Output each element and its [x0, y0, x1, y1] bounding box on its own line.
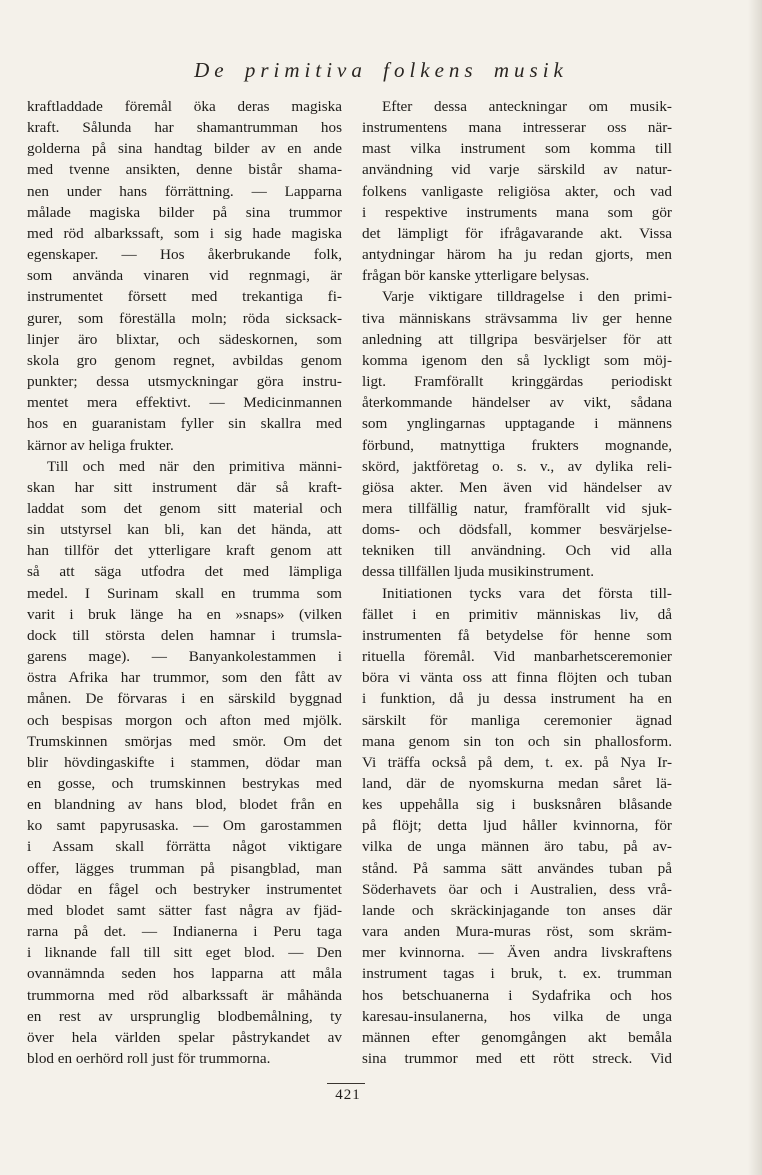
- text-line: mast vilka instrument som komma till: [362, 140, 672, 158]
- text-line: med tvenne ansikten, denne bistår shama-: [27, 161, 342, 179]
- text-line: Trumskinnen smörjas med smör. Om det: [27, 732, 342, 750]
- text-line: kärnor av heliga frukter.: [27, 436, 174, 454]
- page-number: 421: [335, 1087, 361, 1103]
- text-line: instrumentens mana intresserar oss när-: [362, 119, 672, 137]
- text-line: kraft. Sålunda har shamantrumman hos: [27, 119, 342, 137]
- text-line: rituella föremål. Vid manbarhetsceremonier: [362, 648, 672, 666]
- text-line: det lämpligt för ifrågavarande akt. Vissa: [362, 224, 672, 242]
- text-line: hos betschuanerna i Sydafrika och hos: [362, 986, 672, 1004]
- text-line: skola gro genom regnet, avbildas genom: [27, 351, 342, 369]
- text-line: mera tillfällig natur, framförallt vid sjuk-: [362, 499, 672, 517]
- text-line: garens mage). — Banyankolestammen i: [27, 648, 342, 666]
- text-line: laddat som det genom sitt material och: [27, 499, 342, 517]
- text-line: hos en guaranistam fyller sin skallra med: [27, 415, 342, 433]
- text-line: vara anden Mura-muras röst, som skräm-: [362, 923, 672, 941]
- page-number-rule: [327, 1083, 365, 1084]
- text-line: i liknande fall till sitt eget blod. — Den: [27, 944, 342, 962]
- text-line: instrument tagas i bruk, t. ex. trumman: [362, 965, 672, 983]
- text-line: Efter dessa anteckningar om musik-: [382, 98, 672, 115]
- text-line: i respektive instruments mana som gör: [362, 203, 672, 221]
- text-line: så att säga utfodra det med lämpliga: [27, 563, 342, 581]
- text-line: fället i en primitiv människas liv, då: [362, 605, 672, 623]
- text-line: Till och med när den primitiva männi-: [47, 457, 342, 475]
- text-line: karesau-insulanerna, hos vilka de unga: [362, 1007, 672, 1025]
- text-line: medel. I Surinam skall en trumma som: [27, 584, 342, 602]
- text-line: som använda vinaren vid regnmagi, är: [27, 267, 342, 285]
- text-line: mentet mera effektivt. — Medicinmannen: [27, 394, 342, 412]
- text-line: kes uppehålla sig i busksnåren blåsande: [362, 796, 672, 814]
- text-line: ko samt papyrusaska. — Om garostammen: [27, 817, 342, 835]
- text-line: gurer, som föreställa moln; röda sicksack-: [27, 309, 342, 327]
- text-line: offer, lägges trumman på pisangblad, man: [27, 859, 342, 877]
- text-line: återkommande händelser av vikt, sådana: [362, 394, 672, 412]
- text-line: rarna på det. — Indianerna i Peru taga: [27, 923, 342, 941]
- text-line: linjer äro blixtar, och sädeskornen, som: [27, 330, 342, 348]
- text-line: frågan bör kanske ytterligare belysas.: [362, 267, 590, 285]
- text-line: som ynglingarnas upptagande i männens: [362, 415, 672, 433]
- text-line: skörd, jaktföretag o. s. v., av dylika reli-: [362, 457, 672, 475]
- text-line: komma igenom den så lyckligt som möj-: [362, 351, 672, 369]
- text-line: stånd. På samma sätt användes tuban på: [362, 859, 672, 877]
- text-line: varit i bruk länge ha en »snaps» (vilken: [27, 605, 342, 623]
- text-line: blir hövdingaskifte i stammen, dödar man: [27, 753, 342, 771]
- text-line: böra vi vänta oss att finna flöjten och tuban: [362, 669, 672, 687]
- text-line: över hela världen spelar påstrykandet av: [27, 1028, 342, 1046]
- text-line: och bespisas morgon och afton med mjölk.: [27, 711, 342, 729]
- text-line: en blandning av hans blod, blodet från en: [27, 796, 342, 814]
- text-line: han tillför det ytterligare kraft genom att: [27, 542, 342, 560]
- text-line: förbund, matnyttiga frukters mognande,: [362, 436, 672, 454]
- text-line: land, där de nyomskurna medan såret lä-: [362, 775, 672, 792]
- text-line: punkter; dessa utsmyckningar göra instru-: [27, 373, 342, 391]
- text-line: golderna på sina handtag bilder av en ande: [27, 140, 342, 158]
- text-line: lande och skräckinjagande ton anses där: [362, 901, 672, 919]
- text-line: ligt. Framförallt kringgärdas periodiskt: [362, 373, 672, 391]
- text-line: Varje viktigare tilldragelse i den primi-: [382, 288, 672, 306]
- text-line: särskilt för manliga ceremonier ägnad: [362, 711, 672, 729]
- text-line: anledning att tillgripa besvärjelser för att: [362, 330, 672, 348]
- text-line: mana genom sin ton och sin phallosform.: [362, 732, 672, 750]
- text-line: Söderhavets öar och i Australien, dess vrå-: [362, 880, 672, 898]
- text-line: mer kvinnorna. — Även andra livskraftens: [362, 944, 672, 962]
- text-line: trummorna med röd albarkssaft är måhända: [27, 986, 342, 1004]
- text-line: målade magiska bilder på sina trummor: [27, 203, 342, 221]
- text-line: antydningar härom ha ju redan gjorts, men: [362, 246, 672, 264]
- text-line: med röd albarkssaft, som i sig hade magiska: [27, 224, 342, 242]
- text-line: i Assam skall förrätta något viktigare: [27, 838, 342, 856]
- text-line: i funktion, då ju dessa instrument ha en: [362, 690, 672, 708]
- text-line: kraftladdade föremål öka deras magiska: [27, 98, 342, 115]
- text-line: tiva människans strävsamma liv ger henne: [362, 309, 672, 327]
- text-line: på flöjt; detta ljud håller kvinnorna, för: [362, 817, 672, 835]
- text-line: blod en oerhörd roll just för trummorna.: [27, 1050, 271, 1068]
- text-line: männen efter genomgången akt bemåla: [362, 1028, 672, 1046]
- text-line: med blodet samt sätter fast några av fjäd-: [27, 901, 342, 919]
- text-line: sin utstyrsel kan bli, kan det hända, att: [27, 521, 342, 539]
- text-line: vilka de unga männen äro tabu, på av-: [362, 838, 672, 856]
- text-line: skan har sitt instrument där så kraft-: [27, 478, 342, 496]
- text-line: tekniken till användning. Och vid alla: [362, 542, 672, 560]
- text-line: östra Afrika har trummor, som den fått av: [27, 669, 342, 687]
- text-line: dödar en fågel och bestryker instrumentet: [27, 880, 342, 898]
- text-line: folkens vanligaste religiösa akter, och vad: [362, 182, 672, 200]
- text-line: användning vid varje särskild av natur-: [362, 161, 672, 179]
- text-line: ovannämnda seden hos lapparna att måla: [27, 965, 342, 983]
- text-line: giösa akter. Men även vid händelser av: [362, 478, 672, 496]
- text-line: dock till största delen hamnar i trumsla-: [27, 626, 342, 644]
- text-line: Initiationen tycks vara det första till-: [382, 584, 672, 602]
- text-line: dessa tillfällen ljuda musikinstrument.: [362, 563, 594, 581]
- text-line: instrumenten få betydelse för henne som: [362, 626, 672, 644]
- text-line: sina trummor med ett rött streck. Vid: [362, 1050, 672, 1068]
- text-line: egenskaper. — Hos åkerbrukande folk,: [27, 246, 342, 264]
- text-line: doms- och dödsfall, kommer besvärjelse-: [362, 521, 672, 539]
- left-column: [27, 96, 342, 1069]
- right-column: [362, 96, 672, 1069]
- text-line: månen. De förvaras i en särskild byggnad: [27, 690, 342, 708]
- text-line: en gosse, och trumskinnen bestrykas med: [27, 775, 342, 792]
- page-edge-shadow: [748, 0, 762, 1175]
- text-line: instrumentet försett med trekantiga fi-: [27, 288, 342, 306]
- running-header: De primitiva folkens musik: [194, 58, 568, 82]
- text-line: nen under hans förrättning. — Lapparna: [27, 182, 342, 200]
- text-line: Vi träffa också på dem, t. ex. på Nya Ir-: [362, 753, 672, 771]
- text-line: en rest av ursprunglig blodbemålning, ty: [27, 1007, 342, 1025]
